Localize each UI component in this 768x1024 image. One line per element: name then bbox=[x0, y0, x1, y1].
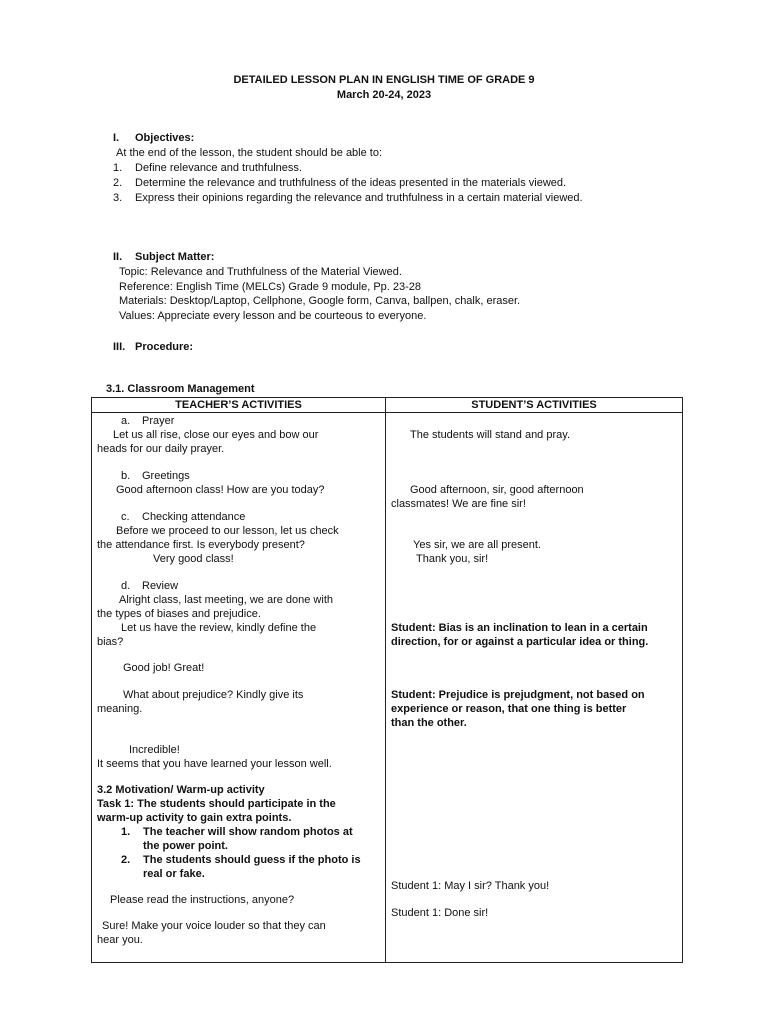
teacher-line: Very good class! bbox=[153, 553, 234, 565]
student-line: Student 1: May I sir? Thank you! bbox=[391, 880, 550, 892]
step-number: 1. bbox=[121, 826, 131, 838]
student-activities-header: STUDENT’S ACTIVITIES bbox=[386, 398, 683, 413]
document-title: DETAILED LESSON PLAN IN ENGLISH TIME OF GRADE 9 bbox=[233, 74, 535, 86]
teacher-line: What about prejudice? Kindly give its bbox=[123, 689, 304, 701]
greetings-title: Greetings bbox=[142, 470, 190, 482]
prayer-label: a. bbox=[121, 415, 131, 427]
motivation-heading: 3.2 Motivation/ Warm-up activity bbox=[97, 784, 265, 796]
greetings-label: b. bbox=[121, 470, 131, 482]
subject-matter-heading: Subject Matter: bbox=[135, 251, 215, 263]
student-line: The students will stand and pray. bbox=[410, 429, 570, 441]
teacher-line: bias? bbox=[97, 636, 124, 648]
student-answer: Student: Bias is an inclination to lean in a certain bbox=[391, 622, 648, 634]
step-line: The teacher will show random photos at bbox=[143, 826, 353, 838]
objective-number: 3. bbox=[113, 192, 123, 204]
activities-table bbox=[91, 397, 683, 963]
attendance-title: Checking attendance bbox=[142, 511, 246, 523]
objective-number: 2. bbox=[113, 177, 123, 189]
student-line: classmates! We are fine sir! bbox=[391, 498, 526, 510]
teacher-line: Let us all rise, close our eyes and bow our bbox=[113, 429, 319, 441]
teacher-line: Incredible! bbox=[129, 744, 180, 756]
step-line: the power point. bbox=[143, 840, 228, 852]
teacher-line: Before we proceed to our lesson, let us check bbox=[116, 525, 339, 537]
student-answer: Student: Prejudice is prejudgment, not based on bbox=[391, 689, 645, 701]
objectives-heading: Objectives: bbox=[135, 132, 195, 144]
procedure-heading: Procedure: bbox=[135, 341, 194, 353]
step-line: real or fake. bbox=[143, 868, 205, 880]
teacher-line: hear you. bbox=[97, 934, 143, 946]
subject-matter-topic: Topic: Relevance and Truthfulness of the Material Viewed. bbox=[119, 266, 402, 278]
teacher-line: the attendance first. Is everybody present? bbox=[97, 539, 305, 551]
step-number: 2. bbox=[121, 854, 131, 866]
task-line: Task 1: The students should participate in the bbox=[97, 798, 336, 810]
student-answer: than the other. bbox=[391, 717, 467, 729]
student-line: Thank you, sir! bbox=[416, 553, 489, 565]
student-line: Student 1: Done sir! bbox=[391, 907, 489, 919]
subject-matter-reference: Reference: English Time (MELCs) Grade 9 module, Pp. 23-28 bbox=[119, 281, 422, 293]
teacher-line: heads for our daily prayer. bbox=[97, 443, 225, 455]
teacher-line: Sure! Make your voice louder so that they can bbox=[102, 920, 326, 932]
teacher-line: Alright class, last meeting, we are done with bbox=[119, 594, 333, 606]
objectives-intro: At the end of the lesson, the student should be able to: bbox=[116, 147, 383, 159]
teacher-activities-header: TEACHER’S ACTIVITIES bbox=[92, 398, 386, 413]
review-title: Review bbox=[142, 580, 179, 592]
subject-matter-values: Values: Appreciate every lesson and be courteous to everyone. bbox=[119, 310, 427, 322]
subject-matter-materials: Materials: Desktop/Laptop, Cellphone, Google form, Canva, ballpen, chalk, eraser. bbox=[119, 295, 521, 307]
step-line: The students should guess if the photo is bbox=[143, 854, 361, 866]
objective-item: Express their opinions regarding the relevance and truthfulness in a certain material viewed. bbox=[135, 192, 583, 204]
teacher-activities-cell bbox=[92, 413, 386, 963]
teacher-line: the types of biases and prejudice. bbox=[97, 608, 261, 620]
procedure-numeral: III. bbox=[113, 341, 126, 353]
student-answer: experience or reason, that one thing is better bbox=[391, 703, 627, 715]
table-row bbox=[92, 413, 683, 963]
teacher-line: It seems that you have learned your lesson well. bbox=[97, 758, 332, 770]
student-answer: direction, for or against a particular idea or thing. bbox=[391, 636, 649, 648]
objective-number: 1. bbox=[113, 162, 123, 174]
teacher-line: Please read the instructions, anyone? bbox=[110, 894, 295, 906]
teacher-line: meaning. bbox=[97, 703, 143, 715]
student-activities-cell bbox=[386, 413, 683, 963]
objective-item: Define relevance and truthfulness. bbox=[135, 162, 302, 174]
document-date: March 20-24, 2023 bbox=[336, 89, 432, 101]
prayer-title: Prayer bbox=[142, 415, 175, 427]
student-line: Yes sir, we are all present. bbox=[413, 539, 541, 551]
review-label: d. bbox=[121, 580, 131, 592]
attendance-label: c. bbox=[121, 511, 130, 523]
teacher-line: Good afternoon class! How are you today? bbox=[116, 484, 325, 496]
classroom-management-heading: 3.1. Classroom Management bbox=[106, 383, 255, 395]
task-line: warm-up activity to gain extra points. bbox=[97, 812, 292, 824]
objective-item: Determine the relevance and truthfulness of the ideas presented in the materials viewed. bbox=[135, 177, 567, 189]
teacher-line: Good job! Great! bbox=[123, 662, 205, 674]
objectives-numeral: I. bbox=[113, 132, 120, 144]
subject-matter-numeral: II. bbox=[113, 251, 123, 263]
table-header-row bbox=[92, 398, 683, 413]
teacher-line: Let us have the review, kindly define the bbox=[121, 622, 317, 634]
student-line: Good afternoon, sir, good afternoon bbox=[410, 484, 584, 496]
